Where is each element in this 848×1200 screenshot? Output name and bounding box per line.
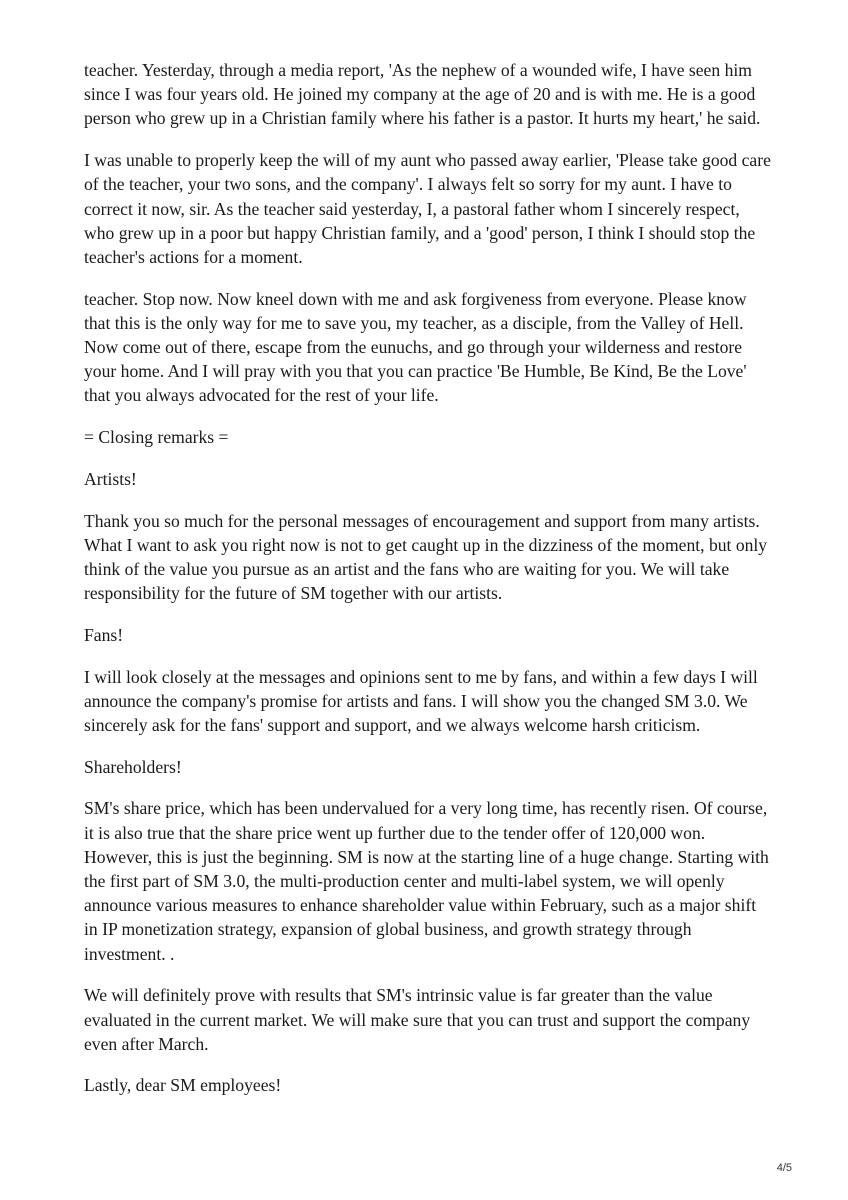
- closing-remarks-heading: = Closing remarks =: [84, 427, 229, 448]
- paragraph-artists: Thank you so much for the personal messages of encouragement and support from many artists. What I want to ask you right now is not to get caught up in the dizziness of the moment, but only think of the value you pursue as an artist and the fans who are waiting for you. We will take responsibility for the future of SM together with our artists.: [84, 510, 768, 604]
- paragraph-share-price: SM's share price, which has been undervalued for a very long time, has recently risen. Of course, it is also true that the share price went up further due to the tender offer of 120,000 won. However, this is just the beginning. SM is now at the starting line of a huge change. Starting with the first part of SM 3.0, the multi-production center and multi-label system, we will openly announce various measures to enhance shareholder value within February, such as a major shift in IP monetization strategy, expansion of global business, and growth strategy through investment. .: [84, 798, 769, 964]
- paragraph-kneel-down: teacher. Stop now. Now kneel down with me and ask forgiveness from everyone. Please know that this is the only way for me to save you, my teacher, as a disciple, from the Valley of Hell. Now come out of there, escape from the eunuchs, and go through your wilderness and restore your home. And I will pray with you that you can practice 'Be Humble, Be Kind, Be the Love' that you always advocated for the rest of your life.: [84, 288, 747, 406]
- paragraph-fans: I will look closely at the messages and opinions sent to me by fans, and within a few days I will announce the company's promise for artists and fans. I will show you the changed SM 3.0. We sincerely ask for the fans' support and support, and we always welcome harsh criticism.: [84, 666, 758, 735]
- fans-heading: Fans!: [84, 624, 124, 645]
- employees-heading: Lastly, dear SM employees!: [84, 1075, 282, 1096]
- document-body: [84, 58, 774, 1115]
- paragraph-aunt-will: I was unable to properly keep the will of my aunt who passed away earlier, 'Please take good care of the teacher, your two sons, and the company'. I always felt so sorry for my aunt. I have to correct it now, sir. As the teacher said yesterday, I, a pastoral father whom I sincerely respect, who grew up in a poor but happy Christian family, and a 'good' person, I think I should stop the teacher's actions for a moment.: [84, 150, 771, 267]
- artists-heading: Artists!: [84, 468, 137, 489]
- paragraph-intrinsic-value: We will definitely prove with results that SM's intrinsic value is far greater than the value evaluated in the current market. We will make sure that you can trust and support the company even after March.: [84, 985, 751, 1054]
- paragraph-nephew-report: teacher. Yesterday, through a media report, 'As the nephew of a wounded wife, I have seen him since I was four years old. He joined my company at the age of 20 and is with me. He is a good person who grew up in a Christian family where his father is a pastor. It hurts my heart,' he said.: [84, 60, 761, 129]
- page-number: 4/5: [776, 1162, 792, 1174]
- shareholders-heading: Shareholders!: [84, 756, 182, 777]
